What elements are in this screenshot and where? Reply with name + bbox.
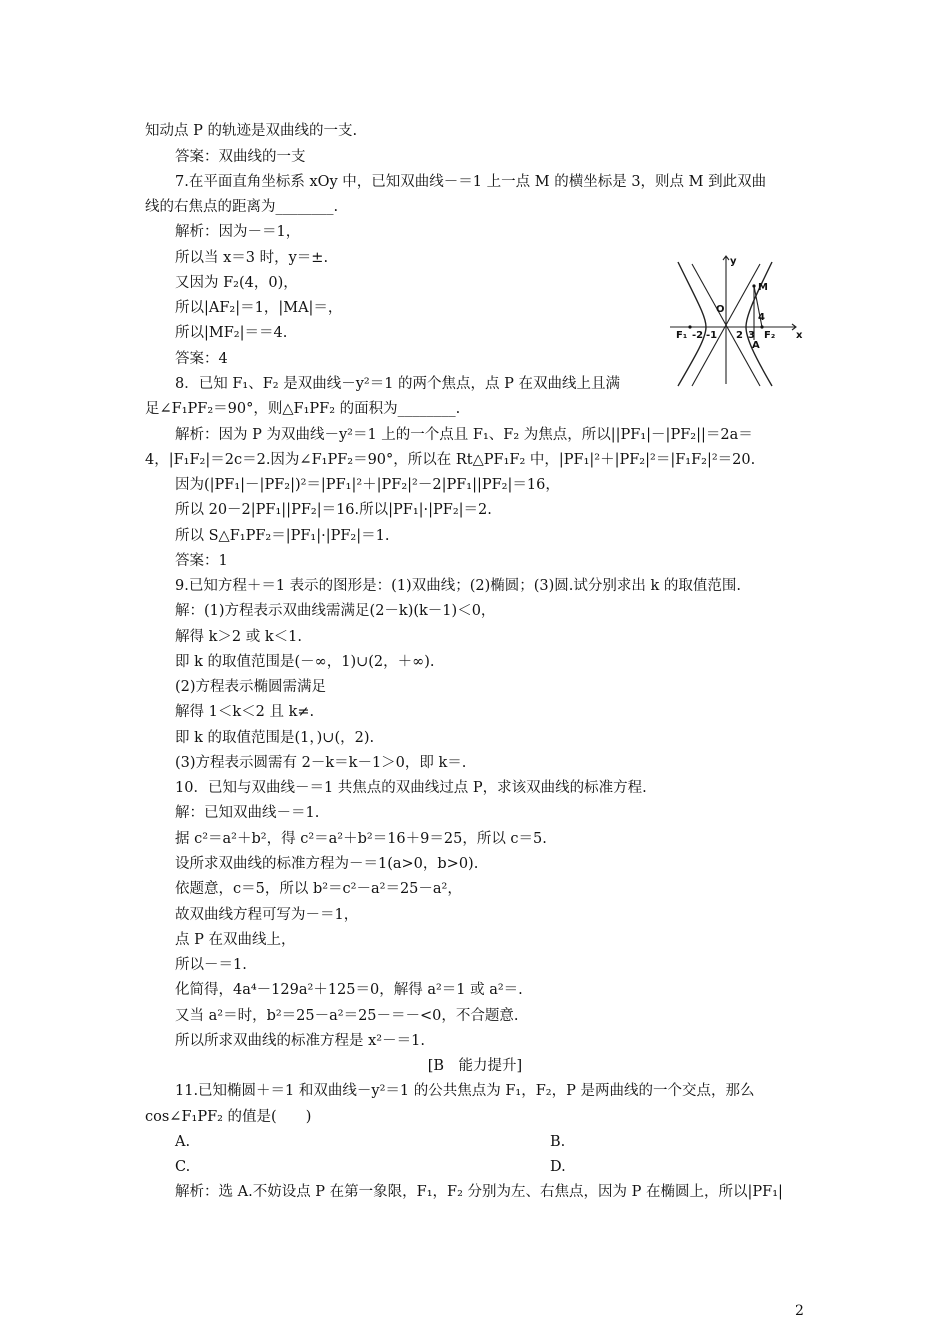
- choice-a: A.: [175, 1134, 191, 1150]
- section-heading: [B 能力提升]: [427, 1058, 523, 1074]
- text-line: 所以所求双曲线的标准方程是 x²－＝1.: [175, 1033, 425, 1049]
- text-line: 所以|AF₂|＝1，|MA|＝，: [175, 300, 343, 316]
- text-line: 化简得，4a⁴－129a²＋125＝0，解得 a²＝1 或 a²＝.: [175, 982, 523, 998]
- text-line: 因为(|PF₁|－|PF₂|)²＝|PF₁|²＋|PF₂|²－2|PF₁||PF₂|＝16，: [175, 477, 560, 493]
- text-line: 所以当 x＝3 时，y＝±.: [175, 250, 329, 266]
- choice-c: C.: [175, 1159, 191, 1175]
- question-10: 10．已知与双曲线－＝1 共焦点的双曲线过点 P，求该双曲线的标准方程.: [175, 780, 647, 796]
- text-line: 依题意，c＝5，所以 b²＝c²－a²＝25－a²，: [175, 881, 462, 897]
- tick-label-3: 3: [748, 330, 755, 341]
- text-line: 设所求双曲线的标准方程为－＝1(a>0，b>0).: [175, 856, 479, 872]
- text-line: 所以－＝1.: [175, 957, 247, 973]
- text-line: 又因为 F₂(4，0)，: [175, 275, 298, 291]
- text-line: 解得 1＜k＜2 且 k≠.: [175, 704, 315, 720]
- question-11: 11.已知椭圆＋＝1 和双曲线－y²＝1 的公共焦点为 F₁，F₂，P 是两曲线的一个交点，那么: [175, 1083, 755, 1099]
- tick-label-neg2: -2: [692, 330, 704, 341]
- text-line: 所以 20－2|PF₁||PF₂|＝16.所以|PF₁|·|PF₂|＝2.: [175, 502, 492, 518]
- text-line: (2)方程表示椭圆需满足: [175, 679, 327, 695]
- text-line: 所以|MF₂|＝＝4.: [175, 325, 288, 341]
- text-line: 线的右焦点的距离为________.: [145, 199, 339, 215]
- choice-b: B.: [550, 1134, 566, 1150]
- tick-label-4: 4: [758, 312, 765, 323]
- question-9: 9.已知方程＋＝1 表示的图形是：(1)双曲线；(2)椭圆；(3)圆.试分别求出 k 的取值范围.: [175, 578, 742, 594]
- f2-label: F₂: [764, 330, 776, 341]
- x-axis-label: x: [796, 330, 803, 341]
- point-a-label: A: [752, 340, 760, 351]
- text-line: 解析：因为－＝1，: [175, 224, 301, 240]
- text-line: 即 k 的取值范围是(1，)∪(，2).: [175, 730, 375, 746]
- page-number: 2: [795, 1303, 804, 1319]
- text-line: 解析：选 A.不妨设点 P 在第一象限，F₁，F₂ 分别为左、右焦点，因为 P 在椭圆上，所以|PF₁|: [175, 1184, 783, 1200]
- text-line: 故双曲线方程可写为－＝1，: [175, 907, 359, 923]
- text-line: 解：(1)方程表示双曲线需满足(2－k)(k－1)＜0，: [175, 603, 496, 619]
- answer-line: 答案：双曲线的一支: [175, 149, 306, 165]
- text-line: 解析：因为 P 为双曲线－y²＝1 上的一个点且 F₁、F₂ 为焦点，所以||PF₁|－|PF₂||＝2a＝: [175, 427, 753, 443]
- text-line: 足∠F₁PF₂＝90°，则△F₁PF₂ 的面积为________.: [145, 401, 461, 417]
- f1-label: F₁: [676, 330, 688, 341]
- tick-label-2: 2: [736, 330, 743, 341]
- text-line: cos∠F₁PF₂ 的值是( ): [145, 1109, 312, 1125]
- answer-line: 答案：1: [175, 553, 228, 569]
- text-line: (3)方程表示圆需有 2－k＝k－1＞0，即 k＝.: [175, 755, 467, 771]
- text-line: 解得 k＞2 或 k＜1.: [175, 629, 302, 645]
- tick-label-neg1: -1: [706, 330, 718, 341]
- text-line: 4，|F₁F₂|＝2c＝2.因为∠F₁PF₂＝90°，所以在 Rt△PF₁F₂ 中，|PF₁|²＋|PF₂|²＝|F₁F₂|²＝20.: [145, 452, 756, 468]
- choice-d: D.: [550, 1159, 566, 1175]
- hyperbola-figure: [668, 254, 808, 388]
- focus-f2-point: [760, 325, 763, 328]
- answer-line: 答案：4: [175, 351, 228, 367]
- text-line: 又当 a²＝时，b²＝25－a²＝25－＝－<0，不合题意.: [175, 1008, 519, 1024]
- question-8: 8．已知 F₁、F₂ 是双曲线－y²＝1 的两个焦点，点 P 在双曲线上且满: [175, 376, 621, 392]
- focus-f1-point: [688, 325, 691, 328]
- point-m: [752, 284, 755, 287]
- origin-label: O: [716, 304, 725, 315]
- text-line: 点 P 在双曲线上，: [175, 932, 296, 948]
- text-line: 所以 S△F₁PF₂＝|PF₁|·|PF₂|＝1.: [175, 528, 390, 544]
- y-axis-label: y: [730, 256, 737, 267]
- question-7: 7.在平面直角坐标系 xOy 中，已知双曲线－＝1 上一点 M 的横坐标是 3，则点 M 到此双曲: [175, 174, 767, 190]
- text-line: 知动点 P 的轨迹是双曲线的一支.: [145, 123, 358, 139]
- text-line: 即 k 的取值范围是(－∞，1)∪(2，＋∞).: [175, 654, 435, 670]
- text-line: 据 c²＝a²＋b²，得 c²＝a²＋b²＝16＋9＝25，所以 c＝5.: [175, 831, 547, 847]
- point-m-label: M: [758, 282, 768, 293]
- text-line: 解：已知双曲线－＝1.: [175, 805, 320, 821]
